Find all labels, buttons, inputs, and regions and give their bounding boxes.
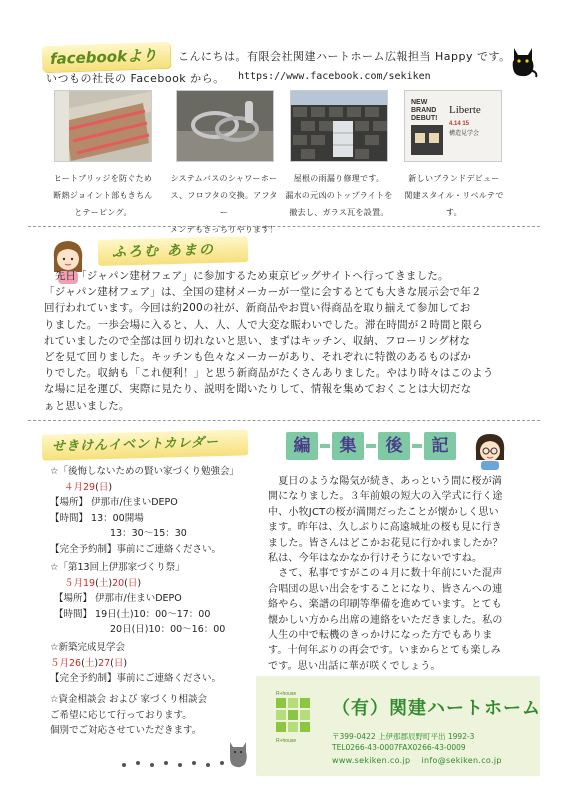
section-divider (28, 420, 540, 421)
facebook-section-title: facebookより (42, 42, 171, 72)
flyer-photo (404, 90, 502, 162)
event-open-house: ☆新築完成見学会 ５月26(土)27(日) 【完全予約制】事前にご連絡ください。 (50, 642, 222, 684)
editors-note-body: 夏日のような陽気が続き、あっという間に桜が満 開になりました。３年前娘の短大の入学式に行く途 中、小牧JCTの桜が満開だったことが懐かしく思い ます。昨年は、久しぶりに高遠城址の桜も見に行き ました。皆さんはどこかお花見に行かれましたか？ 私は、今年はなかなか行けそうにないですね。 さて、私事ですがこの４月に数十年前にいた混声 合唱団の思い出会をすることになり、皆さんへの連 絡やら、楽譜の印刷等準備を進めています。とても 懐かしい方から出席の連絡をいただきました。私の 人生の中で転機のきっかけになった方でもありま す。十何年ぶりの再会です。いまからとても楽しみ です。思い出話に華が咲くでしょう。 (268, 476, 503, 672)
company-address: 〒399-0422 上伊那郡辰野町平出 1992-3 (332, 732, 475, 741)
photo-caption: ヒートブリッジを防ぐため 断熱ジョイント部もきちん とテーピング。 (53, 174, 153, 217)
flyer-liberte-text: Liberte (449, 104, 481, 116)
event-study-session: ☆「後悔しないための賢い家づくり勉強会」 ４月29(日) 【場所】 伊那市/住まいDEPO 【時間】 13：00開場 13：30～15：30 【完全予約制】事前にご連絡ください。 (50, 466, 240, 555)
section-divider (28, 226, 540, 227)
logo-top-text: R+house (276, 691, 297, 697)
facebook-from-text: いつもの社長の Facebook から。 (46, 72, 225, 85)
flyer-event-text: 構造見学会 (449, 130, 480, 137)
editors-note-char: 編 (286, 432, 318, 460)
r-house-logo-icon (272, 688, 316, 748)
title-connector (412, 444, 422, 448)
editors-note-title (286, 428, 456, 464)
event-house-festival: ☆「第13回上伊那家づくり祭」 ５月19(土)20(日) 【場所】 伊那市/住まいDEPO 【時間】 19日(土)10：00～17：00 20日(日)10：00～16：00 (50, 562, 226, 635)
editors-note-char: 後 (378, 432, 410, 460)
facebook-url-link[interactable]: https://www.facebook.com/sekiken (238, 71, 431, 82)
shower-hose-photo (176, 90, 274, 162)
company-name: （有）関建ハートホーム (332, 698, 541, 719)
flyer-date-text: 4.14 15 (449, 121, 470, 127)
black-cat-icon (508, 44, 538, 78)
title-connector (366, 444, 376, 448)
gray-cat-icon (227, 738, 249, 768)
company-phone: TEL0266-43-0007FAX0266-43-0009 (332, 743, 466, 752)
balcony-photo (54, 90, 152, 162)
forum-section-title: ふろむ あまの (98, 236, 249, 266)
title-connector (320, 444, 330, 448)
facebook-intro-text: こんにちは。有限会社関建ハートホーム広報担当 Happy です。 (178, 50, 511, 63)
photo-caption: 新しいブランドデビュー 関建スタイル・リベルテです。 (404, 174, 504, 217)
event-calendar-title: せきけんイベントカレダー (42, 429, 249, 460)
forum-article: 先日「ジャパン建材フェア」に参加するため東京ビッグサイトへ行ってきました。 「ジャパン建材フェア」は、全国の建材メーカーが一堂に会するとても大きな展示会で年２ 回行われています。今回は約200の社が、新商品やお買い得商品を取り揃えて参加してお りました。一歩会場に入ると、人、人、人で大変な賑わいでした。滞在時間が２時間と限ら れていましたので全部は回り切れないと思い、まずはキッチン、収納、フローリング材な どを見て回りました。キッチンも色々なメーカーがあり、それぞれに特徴のあるものばか りでした。収納も「これ便利！」と思う新商品がたくさんありました。やはり時々はこのよう な場に足を運び、実際に見たり、説明を聞いたりして、情報を集めておくことは大切だな ぁと思いました。 (44, 270, 494, 412)
editors-note-char: 集 (332, 432, 364, 460)
roof-photo (290, 90, 388, 162)
paw-prints-icon (118, 758, 228, 770)
photo-caption: 屋根の雨漏り修理です。 漏水の元凶のトップライトを 撤去し、ガラス瓦を設置。 (285, 174, 393, 217)
logo-bottom-text: R+house (276, 738, 297, 744)
flyer-new-text: NEW (411, 99, 428, 106)
photo-caption: システムバスのシャワーホー ス、フロフタの交換。アフター メンテもきっちりやります！ (170, 174, 278, 234)
editors-note-char: 記 (424, 432, 456, 460)
woman-glasses-avatar-icon (470, 430, 510, 470)
event-consultation: ☆資金相談会 および 家づくり相談会 ご希望に応じて行っております。 個別でご対応させていただきます。 (50, 694, 208, 736)
flyer-brand-text: BRAND (411, 107, 437, 114)
flyer-debut-text: DEBUT! (411, 115, 438, 122)
company-web-email[interactable]: www.sekiken.co.jp info@sekiken.co.jp (332, 756, 502, 765)
